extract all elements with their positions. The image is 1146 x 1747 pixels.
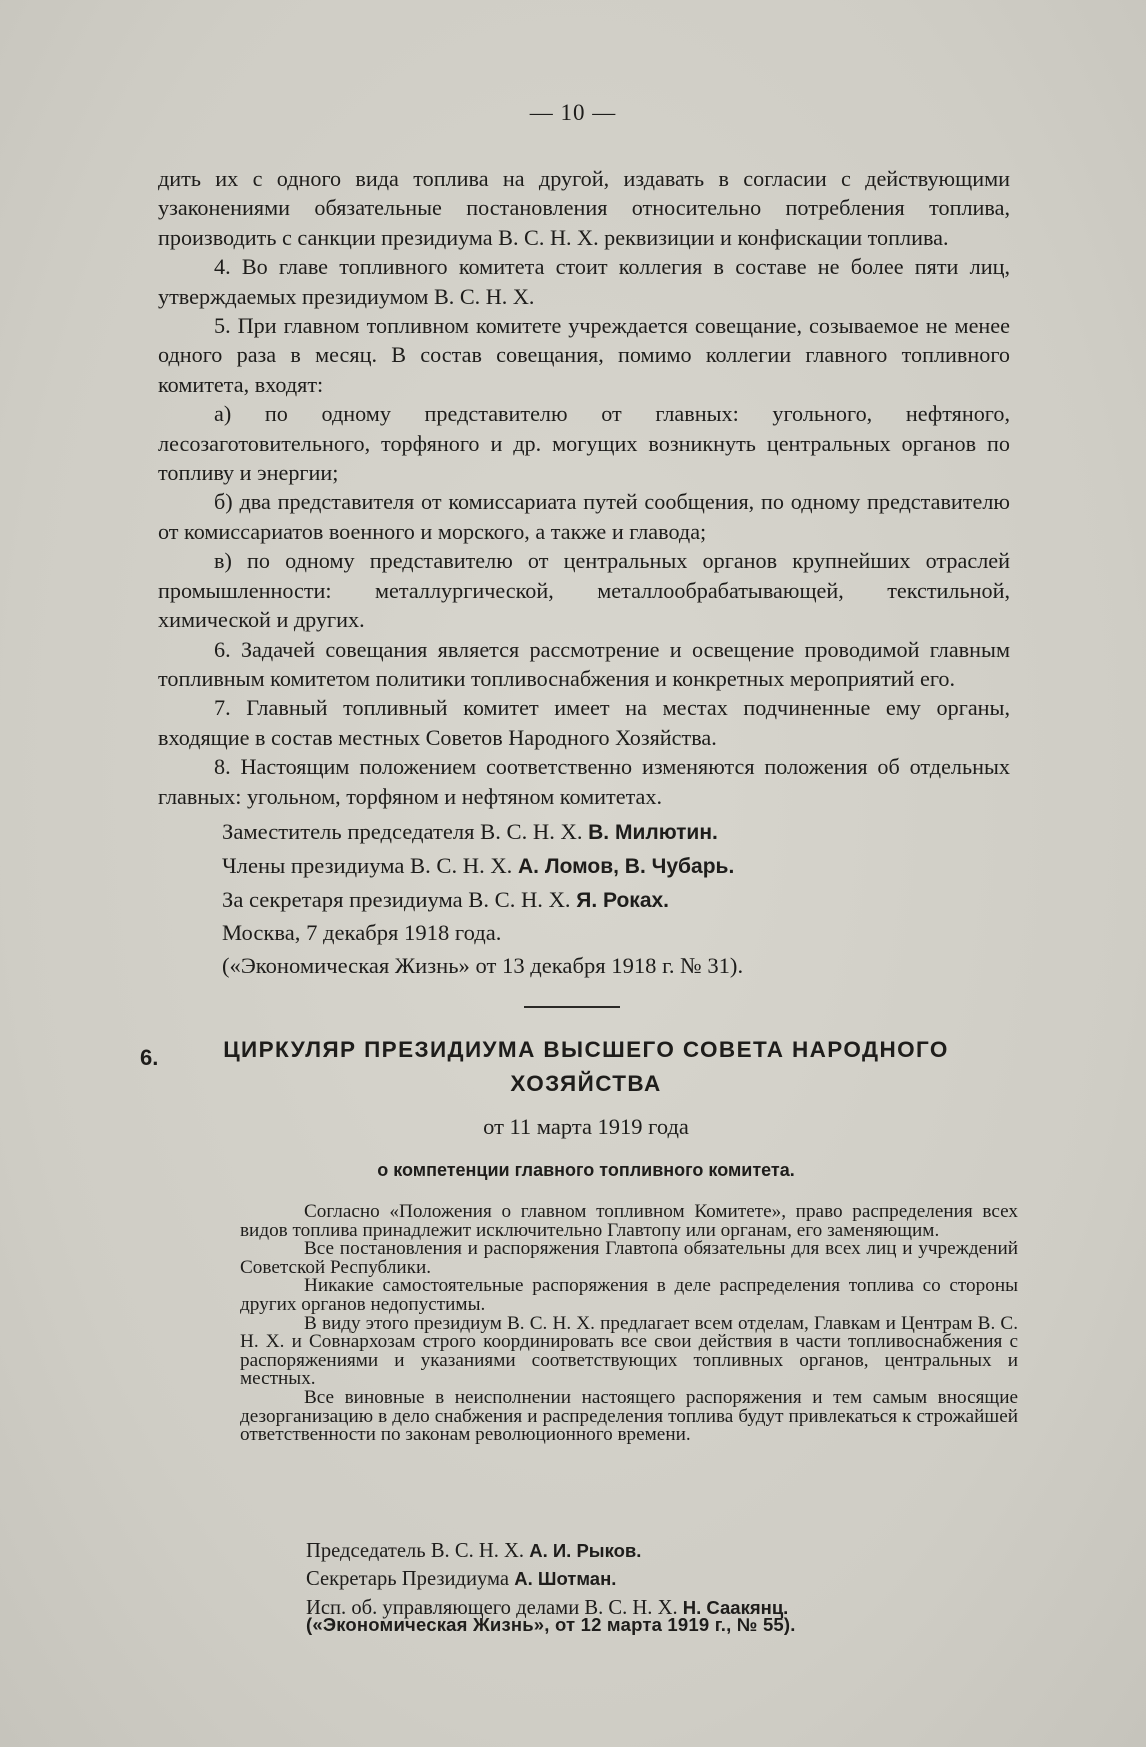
signature-role: За секретаря президиума В. С. Н. Х.	[222, 886, 571, 912]
paragraph: а) по одному представителю от главных: угольного, нефтяного, лесозаготовительного, торфяного и др. могущих возникнуть центральных органов по топливу и энергии;	[158, 401, 1010, 486]
section-number: 6.	[140, 1045, 159, 1070]
signature-name: А. И. Рыков.	[529, 1540, 642, 1561]
title-line: ЦИРКУЛЯР ПРЕЗИДИУМА ВЫСШЕГО СОВЕТА НАРОДНОГО	[223, 1037, 949, 1062]
signatures-block-2	[306, 1537, 788, 1622]
signature-name: Н. Саакянц.	[682, 1596, 789, 1618]
signature-role: Заместитель председателя В. С. Н. Х.	[222, 819, 583, 844]
circular-subject: о компетенции главного топливного комитета.	[377, 1160, 795, 1180]
paragraph: Никакие самостоятельные распоряжения в деле распределения топлива со стороны других органов недопустимы.	[240, 1275, 1018, 1315]
signature-role: Исп. об. управляющего делами В. С. Н. Х.	[306, 1596, 678, 1619]
signatures-block-1	[222, 816, 743, 983]
source-citation: («Экономическая Жизнь» от 13 декабря 1918 г. № 31).	[222, 953, 744, 979]
regulation-continuation	[158, 164, 1010, 811]
place-date: Москва, 7 декабря 1918 года.	[222, 920, 502, 946]
signature-role: Члены президиума В. С. Н. Х.	[222, 852, 513, 878]
paragraph: Согласно «Положения о главном топливном Комитете», право распределения всех видов топлива принадлежит исключительно Главтопу или органам, его заменяющим.	[240, 1201, 1018, 1241]
section-divider	[524, 1006, 620, 1008]
paragraph: В виду этого президиум В. С. Н. Х. предлагает всем отделам, Главкам и Центрам В. С. Н. Х. и Совнархозам строго координировать все свои действия в части топливоснабжения с распоряжениями и указаниями соответствующих топливных органов, центральных и местных.	[240, 1312, 1018, 1390]
title-line: ХОЗЯЙСТВА	[510, 1071, 662, 1096]
page-number: — 10 —	[529, 100, 617, 125]
circular-body	[240, 1203, 1018, 1445]
signature-role: Секретарь Президиума	[306, 1568, 510, 1591]
paragraph: 7. Главный топливный комитет имеет на местах подчиненные ему органы, входящие в состав местных Советов Народного Хозяйства.	[158, 695, 1010, 750]
paragraph: б) два представителя от комиссариата путей сообщения, по одному представителю от комиссариатов военного и морского, а также и главода;	[158, 489, 1010, 544]
signature-name: А. Ломов, В. Чубарь.	[518, 854, 735, 878]
paragraph: в) по одному представителю от центральных органов крупнейших отраслей промышленности: металлургической, металлообрабатывающей, текстильной, химической и других.	[158, 548, 1010, 633]
signature-role: Председатель В. С. Н. Х.	[306, 1540, 525, 1562]
circular-date: от 11 марта 1919 года	[483, 1114, 689, 1139]
signature-line	[222, 816, 743, 850]
signature-line	[306, 1565, 788, 1593]
signature-line	[222, 850, 743, 884]
paragraph: Все постановления и распоряжения Главтопа обязательны для всех лиц и учреждений Советской Республики.	[240, 1238, 1018, 1278]
paragraph: 6. Задачей совещания является рассмотрение и освещение проводимой главным топливным комитетом политики топливоснабжения и конкретных мероприятий его.	[158, 636, 1010, 691]
signature-name: А. Шотман.	[514, 1568, 617, 1590]
signature-line	[222, 884, 743, 918]
signature-line	[306, 1537, 788, 1565]
section-title	[196, 1033, 976, 1101]
paragraph: 5. При главном топливном комитете учреждается совещание, созываемое не менее одного раза в месяц. В состав совещания, помимо коллегии главного топливного комитета, входят:	[158, 313, 1010, 397]
signature-name: В. Милютин.	[588, 821, 718, 844]
signature-name: Я. Роках.	[576, 888, 670, 912]
source-citation: («Экономическая Жизнь», от 12 марта 1919 г., № 55).	[306, 1614, 796, 1635]
paragraph: дить их с одного вида топлива на другой, издавать в согласии с действующими узаконениями обязательные постановления относительно потребления топлива, производить с санкции президиума В. С. Н. Х. реквизиции и конфискации топлива.	[158, 166, 1010, 250]
paragraph: 4. Во главе топливного комитета стоит коллегия в составе не более пяти лиц, утверждаемых президиумом В. С. Н. Х.	[158, 254, 1010, 309]
paragraph: 8. Настоящим положением соответственно изменяются положения об отдельных главных: угольном, торфяном и нефтяном комитетах.	[158, 754, 1010, 809]
paragraph: Все виновные в неисполнении настоящего распоряжения и тем самым вносящие дезорганизацию в дело снабжения и распределения топлива будут привлекаться к строжайшей ответственности по законам революционного времени.	[240, 1386, 1018, 1446]
